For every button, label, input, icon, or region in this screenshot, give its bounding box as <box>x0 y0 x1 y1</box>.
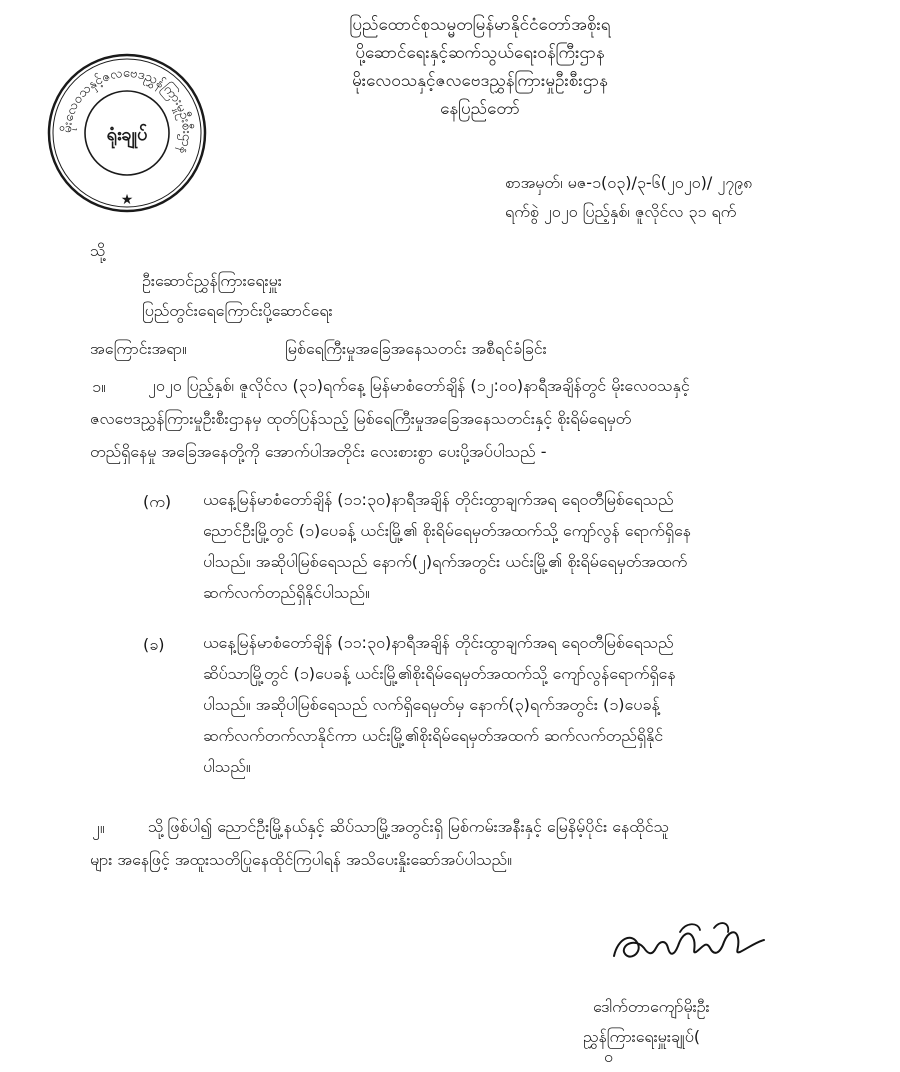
paragraph-2-number: ၂။ <box>92 818 105 837</box>
recipient-name: ဦးဆောင်ညွှန်ကြားရေးမှူး <box>142 271 282 290</box>
paragraph-1-line: တည်ရှိနေမှု အခြေအနေတို့ကို အောက်ပါအတိုင်း လေးစားစွာ ပေးပို့အပ်ပါသည် - <box>90 442 547 461</box>
letterhead-department: မိုးလေဝသနှင့်ဇလဗေဒညွှန်ကြားမှုဦးစီးဌာန <box>352 71 608 91</box>
signatory-name: ဒေါက်တာကျော်မိုးဦး <box>593 997 710 1016</box>
item-kha-line: ဆက်လက်တက်လာနိုင်ကာ ယင်းမြို့၏စိုးရိမ်ရေမှတ်အထက် ဆက်လက်တည်ရှိနိုင် <box>203 726 664 745</box>
item-kha-line: ပါသည်။ <box>203 757 251 776</box>
seal-center-text: ရုံးချုပ် <box>106 124 148 145</box>
item-kha-line: ပါသည်။ အဆိုပါမြစ်ရေသည် လက်ရှိရေမှတ်မှ နောက်(၃)ရက်အတွင်း (၁)ပေခန့် <box>203 695 660 714</box>
reference-number: စာအမှတ်၊ မဇ-၁(၀၃)/၃-၆(၂၀၂၀)/ ၂၇၉၈ <box>505 173 753 192</box>
item-ka-label: (က) <box>143 492 172 511</box>
seal-star-icon: ★ <box>120 192 134 208</box>
signatory-mark: ဝ <box>604 1047 613 1066</box>
seal-ring-text: မိုးလေဝသနှင့်ဇလဗေဒညွှန်ကြားမှုဦးစီးဌာန <box>59 65 195 156</box>
recipient-to: သို့ <box>90 241 106 260</box>
paragraph-2-line: သို့ဖြစ်ပါ၍ ညောင်ဦးမြို့နယ်နှင့် ဆိပ်သာမြို့အတွင်းရှိ မြစ်ကမ်းအနီးနှင့် မြေနိမ့်ပိုင်း နေထိုင်သူ <box>148 817 670 836</box>
paragraph-1-number: ၁။ <box>92 377 106 396</box>
letterhead-city: နေပြည်တော် <box>440 99 520 119</box>
item-ka-line: ယနေ့မြန်မာစံတော်ချိန် (၁၁:၃၀)နာရီအချိန် တိုင်းထွာချက်အရ ရေဝတီမြစ်ရေသည် <box>203 490 674 509</box>
paragraph-1-line: ၂၀၂၀ ပြည့်နှစ်၊ ဇူလိုင်လ (၃၁)ရက်နေ့ မြန်မာစံတော်ချိန် (၁၂:၀၀)နာရီအချိန်တွင် မိုးလေဝသနှင့် <box>148 376 690 395</box>
item-ka-line: ဆက်လက်တည်ရှိနိုင်ပါသည်။ <box>203 583 370 602</box>
item-ka-line: ပါသည်။ အဆိုပါမြစ်ရေသည် နောက်(၂)ရက်အတွင်း ယင်းမြို့၏ စိုးရိမ်ရေမှတ်အထက် <box>203 552 688 571</box>
department-seal <box>42 48 212 218</box>
signatory-title: ညွှန်ကြားရေးမှူးချုပ်( <box>583 1027 701 1046</box>
subject-text: မြစ်ရေကြီးမှုအခြေအနေသတင်း အစီရင်ခံခြင်း <box>285 339 547 358</box>
paragraph-2-line: များ အနေဖြင့် အထူးသတိပြုနေထိုင်ကြပါရန် အသိပေးနှိုးဆော်အပ်ပါသည်။ <box>90 850 512 869</box>
letter-date: ရက်စွဲ ၂၀၂၀ ပြည့်နှစ်၊ ဇူလိုင်လ ၃၁ ရက် <box>505 202 737 221</box>
letterhead-government: ပြည်ထောင်စုသမ္မတမြန်မာနိုင်ငံတော်အစိုးရ <box>349 15 611 35</box>
signature-image <box>610 918 770 970</box>
subject-label: အကြောင်းအရာ။ <box>90 339 187 358</box>
paragraph-1-line: ဇလဗေဒညွှန်ကြားမှုဦးစီးဌာနမှ ထုတ်ပြန်သည့် မြစ်ရေကြီးမှုအခြေအနေသတင်းနှင့် စိုးရိမ်ရေမှတ် <box>90 409 632 428</box>
item-kha-line: ယနေ့မြန်မာစံတော်ချိန် (၁၁:၃၀)နာရီအချိန် တိုင်းထွာချက်အရ ရေဝတီမြစ်ရေသည် <box>203 633 674 652</box>
recipient-department: ပြည်တွင်းရေကြောင်းပို့ဆောင်ရေး <box>142 301 333 320</box>
item-kha-line: ဆိပ်သာမြို့တွင် (၁)ပေခန့် ယင်းမြို့၏စိုးရိမ်ရေမှတ်အထက်သို့ ကျော်လွန်ရောက်ရှိနေ <box>203 664 676 683</box>
letterhead-ministry: ပို့ဆောင်ရေးနှင့်ဆက်သွယ်ရေးဝန်ကြီးဌာန <box>355 43 605 63</box>
item-kha-label: (ခ) <box>143 635 165 654</box>
item-ka-line: ညောင်ဦးမြို့တွင် (၁)ပေခန့် ယင်းမြို့၏ စိုးရိမ်ရေမှတ်အထက်သို့ ကျော်လွန် ရောက်ရှိနေ <box>203 521 691 540</box>
